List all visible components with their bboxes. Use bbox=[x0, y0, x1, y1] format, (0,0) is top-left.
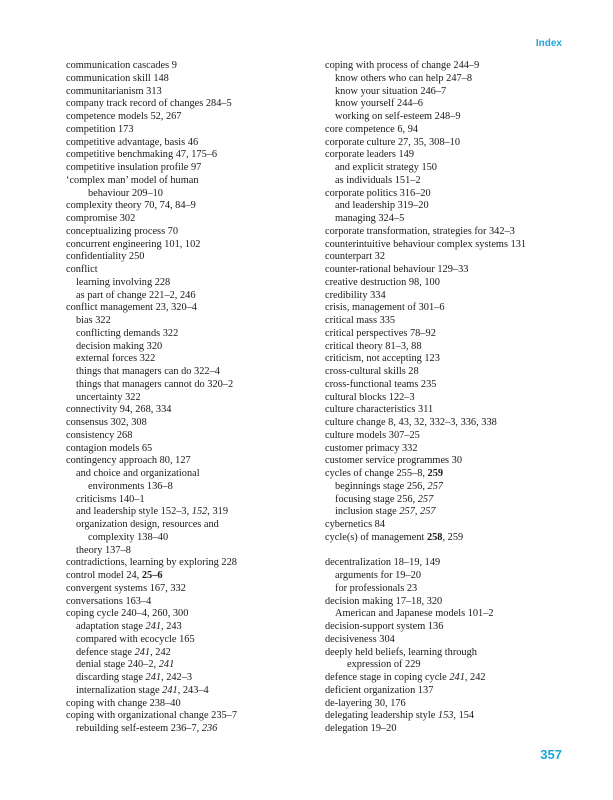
entry-text: and explicit strategy 150 bbox=[335, 162, 437, 173]
index-subentry bbox=[66, 494, 306, 507]
index-subentry bbox=[325, 608, 570, 621]
index-entry bbox=[66, 200, 306, 213]
entry-text: cross-cultural skills 28 bbox=[325, 366, 419, 377]
entry-text: conversations 163–4 bbox=[66, 595, 152, 607]
entry-text: , 154 bbox=[453, 710, 475, 722]
index-subentry bbox=[325, 481, 570, 494]
index-entry bbox=[66, 149, 306, 162]
entry-text: inclusion stage bbox=[335, 506, 400, 518]
entry-text: defence stage bbox=[76, 646, 135, 658]
entry-text: corporate leaders 149 bbox=[325, 149, 415, 161]
entry-text: and leadership style 152–3, bbox=[76, 506, 192, 518]
entry-text: deficient organization 137 bbox=[325, 684, 434, 696]
index-subentry bbox=[325, 73, 570, 86]
index-subentry bbox=[66, 647, 306, 660]
index-entry bbox=[325, 188, 570, 201]
index-entry bbox=[325, 723, 570, 736]
entry-text: and leadership 319–20 bbox=[335, 200, 429, 212]
index-column-right bbox=[325, 60, 570, 736]
index-subentry bbox=[66, 506, 306, 519]
index-entry bbox=[66, 698, 306, 711]
index-entry-continuation bbox=[66, 532, 306, 545]
page-reference-emphasis: 258 bbox=[426, 531, 443, 543]
index-subentry bbox=[66, 685, 306, 698]
entry-text: corporate culture 27, 35, 308–10 bbox=[325, 136, 461, 148]
index-entry bbox=[66, 98, 306, 111]
entry-text: communitarianism 313 bbox=[66, 85, 162, 97]
entry-text: environments 136–8 bbox=[88, 480, 173, 492]
index-entry bbox=[66, 213, 306, 226]
index-entry bbox=[66, 557, 306, 570]
entry-text: defence stage in coping cycle bbox=[325, 672, 450, 683]
entry-text: delegation 19–20 bbox=[325, 723, 397, 734]
entry-text: as part of change 221–2, 246 bbox=[76, 289, 196, 301]
index-subentry bbox=[66, 672, 306, 685]
index-subentry bbox=[325, 200, 570, 213]
running-head: Index bbox=[535, 38, 562, 49]
index-subentry bbox=[66, 341, 306, 354]
entry-text: uncertainty 322 bbox=[76, 391, 141, 403]
index-entry bbox=[66, 73, 306, 86]
entry-text: connectivity 94, 268, 334 bbox=[66, 404, 172, 416]
index-subentry bbox=[66, 290, 306, 303]
index-subentry bbox=[325, 506, 570, 519]
page-reference-emphasis: 259 bbox=[427, 468, 444, 479]
index-column-left bbox=[66, 60, 306, 736]
index-subentry bbox=[325, 570, 570, 583]
entry-text: , bbox=[414, 506, 421, 518]
entry-text: , 243–4 bbox=[177, 684, 209, 696]
entry-text: , 242 bbox=[150, 646, 171, 658]
index-entry-continuation bbox=[325, 659, 570, 672]
entry-text: internalization stage bbox=[76, 684, 163, 696]
entry-text: denial stage 240–2, bbox=[76, 659, 159, 671]
entry-text: customer service programmes 30 bbox=[325, 455, 463, 467]
index-subentry bbox=[66, 468, 306, 481]
entry-text: , 319 bbox=[207, 506, 228, 518]
index-entry bbox=[325, 634, 570, 647]
index-entry bbox=[66, 302, 306, 315]
index-entry bbox=[66, 404, 306, 417]
index-entry bbox=[66, 443, 306, 456]
entry-text: critical mass 335 bbox=[325, 315, 396, 326]
index-entry-continuation bbox=[66, 188, 306, 201]
index-entry bbox=[325, 455, 570, 468]
entry-text: know others who can help 247–8 bbox=[335, 72, 473, 84]
entry-text: communication cascades 9 bbox=[66, 60, 177, 71]
entry-text: cycles of change 255–8, bbox=[325, 468, 428, 479]
index-entry bbox=[66, 60, 306, 73]
index-entry bbox=[66, 430, 306, 443]
entry-text: compared with ecocycle 165 bbox=[76, 633, 195, 645]
entry-text: counterpart 32 bbox=[325, 251, 386, 263]
page-reference-emphasis: 257 bbox=[417, 493, 434, 505]
index-entry bbox=[66, 226, 306, 239]
index-entry bbox=[325, 698, 570, 711]
index-subentry bbox=[66, 723, 306, 736]
entry-text: rebuilding self-esteem 236–7, bbox=[76, 723, 202, 734]
index-entry bbox=[325, 239, 570, 252]
index-entry bbox=[66, 86, 306, 99]
page-reference-emphasis: 25–6 bbox=[141, 570, 163, 581]
entry-text: American and Japanese models 101–2 bbox=[335, 608, 494, 620]
entry-text: decision making 17–18, 320 bbox=[325, 595, 443, 607]
entry-text: competence models 52, 267 bbox=[66, 111, 182, 122]
entry-text: theory 137–8 bbox=[76, 544, 131, 556]
entry-text: external forces 322 bbox=[76, 353, 156, 365]
entry-text: know yourself 244–6 bbox=[335, 98, 423, 110]
index-entry bbox=[325, 672, 570, 685]
page-reference-emphasis: 236 bbox=[201, 723, 218, 734]
entry-text: conflict bbox=[66, 264, 98, 275]
entry-text: learning involving 228 bbox=[76, 276, 171, 288]
entry-text: , 259 bbox=[442, 531, 464, 543]
index-entry bbox=[66, 124, 306, 137]
entry-text: as individuals 151–2 bbox=[335, 174, 421, 186]
entry-text: coping with change 238–40 bbox=[66, 697, 181, 709]
entry-text: culture change 8, 43, 32, 332–3, 336, 338 bbox=[325, 417, 497, 428]
entry-text: criticisms 140–1 bbox=[76, 493, 145, 505]
index-subentry bbox=[66, 621, 306, 634]
index-entry bbox=[66, 570, 306, 583]
entry-text: competitive insulation profile 97 bbox=[66, 162, 202, 173]
index-entry bbox=[325, 226, 570, 239]
index-entry bbox=[325, 366, 570, 379]
index-subentry bbox=[325, 111, 570, 124]
page-reference-emphasis: 241 bbox=[162, 684, 178, 696]
entry-text: confidentiality 250 bbox=[66, 251, 145, 263]
index-subentry bbox=[66, 353, 306, 366]
index-entry bbox=[325, 710, 570, 723]
entry-text: things that managers cannot do 320–2 bbox=[76, 378, 234, 390]
index-entry bbox=[325, 443, 570, 456]
entry-text: customer primacy 332 bbox=[325, 442, 418, 454]
index-entry bbox=[325, 519, 570, 532]
entry-text: managing 324–5 bbox=[335, 213, 405, 224]
index-entry bbox=[325, 302, 570, 315]
entry-text: working on self-esteem 248–9 bbox=[335, 111, 461, 122]
entry-text: for professionals 23 bbox=[335, 582, 418, 594]
index-entry bbox=[325, 353, 570, 366]
entry-text: crisis, management of 301–6 bbox=[325, 302, 445, 314]
index-entry bbox=[66, 710, 306, 723]
page-reference-emphasis: 153 bbox=[437, 710, 454, 722]
index-entry bbox=[325, 392, 570, 405]
index-entry bbox=[325, 341, 570, 354]
entry-text: conflict management 23, 320–4 bbox=[66, 302, 197, 314]
index-subentry bbox=[66, 277, 306, 290]
index-entry bbox=[325, 596, 570, 609]
entry-text: , 242 bbox=[464, 672, 486, 683]
entry-text: behaviour 209–10 bbox=[88, 187, 163, 199]
entry-text: competitive advantage, basis 46 bbox=[66, 136, 199, 148]
entry-text: things that managers can do 322–4 bbox=[76, 366, 220, 377]
entry-text: criticism, not accepting 123 bbox=[325, 353, 440, 365]
index-entry bbox=[66, 264, 306, 277]
entry-text: counterintuitive behaviour complex systems 131 bbox=[325, 238, 527, 250]
index-subentry bbox=[325, 213, 570, 226]
entry-text: , 243 bbox=[161, 621, 182, 632]
index-entry bbox=[325, 137, 570, 150]
index-entry bbox=[66, 596, 306, 609]
index-entry bbox=[66, 583, 306, 596]
entry-text: competitive benchmaking 47, 175–6 bbox=[66, 149, 218, 161]
entry-text: and choice and organizational bbox=[76, 468, 200, 479]
entry-text: expression of 229 bbox=[347, 659, 421, 671]
index-entry bbox=[325, 149, 570, 162]
entry-text: de-layering 30, 176 bbox=[325, 697, 406, 709]
page-number: 357 bbox=[540, 747, 562, 762]
index-entry bbox=[325, 315, 570, 328]
entry-text: critical theory 81–3, 88 bbox=[325, 340, 422, 352]
entry-text: conceptualizing process 70 bbox=[66, 225, 179, 237]
entry-text: , 242–3 bbox=[161, 672, 193, 683]
index-entry bbox=[325, 277, 570, 290]
index-subentry bbox=[66, 392, 306, 405]
index-entry bbox=[66, 175, 306, 188]
entry-text: communication skill 148 bbox=[66, 72, 169, 84]
entry-text: decision-support system 136 bbox=[325, 621, 444, 632]
entry-text: cross-functional teams 235 bbox=[325, 378, 437, 390]
page-reference-emphasis: 241 bbox=[134, 646, 151, 658]
entry-text: consistency 268 bbox=[66, 429, 133, 441]
entry-text: know your situation 246–7 bbox=[335, 85, 447, 97]
entry-text: convergent systems 167, 332 bbox=[66, 582, 186, 594]
entry-text: coping with process of change 244–9 bbox=[325, 60, 480, 71]
index-subentry bbox=[66, 634, 306, 647]
index-entry bbox=[325, 290, 570, 303]
index-entry bbox=[325, 417, 570, 430]
page-reference-emphasis: 241 bbox=[158, 659, 175, 671]
entry-text: corporate politics 316–20 bbox=[325, 187, 431, 199]
entry-text: decisiveness 304 bbox=[325, 633, 395, 645]
index-entry bbox=[66, 239, 306, 252]
entry-text: bias 322 bbox=[76, 315, 111, 326]
entry-text: creative destruction 98, 100 bbox=[325, 276, 440, 288]
index-entry bbox=[325, 379, 570, 392]
page-reference-emphasis: 241 bbox=[145, 621, 162, 632]
entry-text: corporate transformation, strategies for 342–3 bbox=[325, 225, 515, 237]
index-subentry bbox=[325, 583, 570, 596]
entry-text: cycle(s) of management bbox=[325, 531, 427, 543]
page-reference-emphasis: 241 bbox=[145, 672, 162, 683]
entry-text: focusing stage 256, bbox=[335, 493, 418, 505]
entry-text: decision making 320 bbox=[76, 340, 163, 352]
entry-text: cultural blocks 122–3 bbox=[325, 391, 415, 403]
index-subentry bbox=[325, 162, 570, 175]
index-entry bbox=[325, 328, 570, 341]
entry-text: discarding stage bbox=[76, 672, 146, 683]
entry-text: decentralization 18–19, 149 bbox=[325, 557, 441, 569]
entry-text: counter-rational behaviour 129–33 bbox=[325, 264, 469, 275]
index-entry bbox=[66, 137, 306, 150]
index-subentry bbox=[66, 659, 306, 672]
entry-text: deeply held beliefs, learning through bbox=[325, 646, 477, 658]
index-subentry bbox=[325, 494, 570, 507]
page-reference-emphasis: 152 bbox=[191, 506, 208, 518]
entry-text: company track record of changes 284–5 bbox=[66, 98, 232, 110]
entry-text: competition 173 bbox=[66, 123, 134, 135]
entry-text: core competence 6, 94 bbox=[325, 123, 419, 135]
index-entry bbox=[66, 162, 306, 175]
index-entry bbox=[325, 251, 570, 264]
index-entry bbox=[66, 111, 306, 124]
index-entry-continuation bbox=[66, 481, 306, 494]
entry-text: critical perspectives 78–92 bbox=[325, 327, 436, 339]
entry-text: organization design, resources and bbox=[76, 519, 219, 530]
entry-text: ‘complex man’ model of human bbox=[66, 174, 199, 186]
index-entry bbox=[325, 404, 570, 417]
entry-text: delegating leadership style bbox=[325, 710, 438, 722]
entry-text: compromise 302 bbox=[66, 213, 136, 224]
page-reference-emphasis: 257 bbox=[420, 506, 436, 518]
index-entry bbox=[325, 124, 570, 137]
index-entry bbox=[325, 60, 570, 73]
index-entry bbox=[66, 251, 306, 264]
index-entry bbox=[325, 557, 570, 570]
index-subentry bbox=[325, 175, 570, 188]
index-entry bbox=[66, 608, 306, 621]
entry-text: control model 24, bbox=[66, 570, 142, 581]
index-entry bbox=[325, 647, 570, 660]
index-subentry bbox=[325, 86, 570, 99]
entry-text: arguments for 19–20 bbox=[335, 570, 421, 581]
entry-text: consensus 302, 308 bbox=[66, 417, 147, 428]
index-subentry bbox=[66, 366, 306, 379]
page-reference-emphasis: 241 bbox=[449, 672, 465, 683]
entry-text: culture characteristics 311 bbox=[325, 404, 434, 416]
entry-text: culture models 307–25 bbox=[325, 429, 420, 441]
index-subentry bbox=[66, 519, 306, 532]
index-entry bbox=[325, 685, 570, 698]
entry-text: adaptation stage bbox=[76, 621, 146, 632]
section-gap bbox=[325, 545, 570, 558]
index-entry bbox=[66, 417, 306, 430]
index-subentry bbox=[66, 328, 306, 341]
entry-text: contradictions, learning by exploring 228 bbox=[66, 557, 237, 569]
index-subentry bbox=[325, 98, 570, 111]
index-subentry bbox=[66, 379, 306, 392]
index-entry bbox=[325, 430, 570, 443]
entry-text: contingency approach 80, 127 bbox=[66, 455, 191, 467]
entry-text: conflicting demands 322 bbox=[76, 327, 179, 339]
entry-text: contagion models 65 bbox=[66, 442, 153, 454]
index-entry bbox=[325, 468, 570, 481]
entry-text: credibility 334 bbox=[325, 289, 386, 301]
index-entry bbox=[325, 621, 570, 634]
entry-text: complexity theory 70, 74, 84–9 bbox=[66, 200, 196, 212]
entry-text: coping with organizational change 235–7 bbox=[66, 710, 238, 722]
index-entry bbox=[325, 532, 570, 545]
entry-text: beginnings stage 256, bbox=[335, 480, 428, 492]
index-entry bbox=[66, 455, 306, 468]
entry-text: coping cycle 240–4, 260, 300 bbox=[66, 608, 189, 620]
index-subentry bbox=[66, 545, 306, 558]
page-reference-emphasis: 257 bbox=[427, 480, 444, 492]
index-subentry bbox=[66, 315, 306, 328]
index-entry bbox=[325, 264, 570, 277]
page-reference-emphasis: 257 bbox=[399, 506, 415, 518]
entry-text: concurrent engineering 101, 102 bbox=[66, 238, 201, 250]
entry-text: complexity 138–40 bbox=[88, 531, 169, 543]
entry-text: cybernetics 84 bbox=[325, 519, 386, 530]
